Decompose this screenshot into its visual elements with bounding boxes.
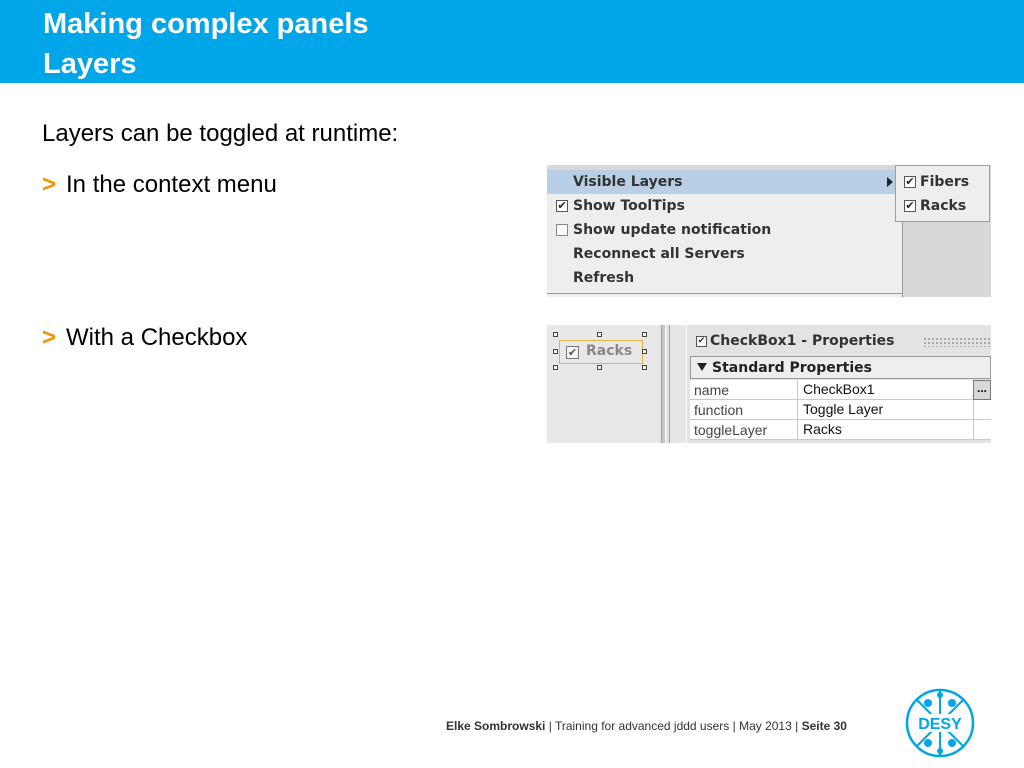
resize-handle[interactable] bbox=[642, 365, 647, 370]
table-row bbox=[690, 420, 991, 440]
editor-canvas bbox=[547, 325, 661, 443]
resize-handle[interactable] bbox=[553, 349, 558, 354]
menu-item-reconnect-servers[interactable]: Reconnect all Servers bbox=[573, 246, 745, 262]
context-menu-screenshot bbox=[547, 165, 991, 297]
cell-border bbox=[973, 400, 991, 420]
standard-properties-section[interactable]: Standard Properties bbox=[690, 356, 991, 379]
checkbox-unchecked-icon bbox=[556, 224, 568, 236]
racks-checkbox-widget[interactable]: ✔ Racks bbox=[559, 340, 643, 364]
menu-item-show-tooltips[interactable]: ✔ Show ToolTips bbox=[557, 198, 685, 214]
footer-date: May 2013 bbox=[739, 719, 792, 733]
checkbox-checked-icon: ✔ bbox=[697, 336, 706, 346]
bullet-context-menu bbox=[42, 171, 277, 199]
property-name: toggleLayer bbox=[690, 420, 798, 440]
menu-item-visible-layers[interactable]: Visible Layers bbox=[547, 170, 899, 194]
bullet-arrow-icon: > bbox=[42, 171, 57, 198]
property-name: name bbox=[690, 380, 798, 400]
resize-handle[interactable] bbox=[597, 332, 602, 337]
drag-grip-icon[interactable] bbox=[923, 337, 991, 347]
properties-title-bar: ✔ CheckBox1 - Properties bbox=[690, 330, 991, 354]
scrollbar[interactable] bbox=[669, 325, 687, 443]
ellipsis-button[interactable]: ... bbox=[973, 380, 991, 400]
table-row bbox=[690, 380, 991, 400]
bullet-text: With a Checkbox bbox=[66, 324, 248, 351]
menu-divider bbox=[547, 293, 903, 294]
checkbox-properties-screenshot bbox=[547, 325, 991, 443]
property-value[interactable]: Racks bbox=[803, 421, 842, 437]
property-name: function bbox=[690, 400, 798, 420]
property-value[interactable]: CheckBox1 bbox=[803, 381, 875, 397]
splitter[interactable] bbox=[661, 325, 666, 443]
checkbox-checked-icon: ✔ bbox=[905, 199, 915, 212]
submenu-item-racks[interactable]: ✔ Racks bbox=[905, 198, 967, 214]
slide-header bbox=[0, 0, 1024, 83]
footer-author: Elke Sombrowski bbox=[446, 719, 546, 733]
footer-separator: | bbox=[791, 719, 802, 733]
checkbox-checked-icon: ✔ bbox=[905, 175, 915, 188]
property-value[interactable]: Toggle Layer bbox=[803, 401, 884, 417]
resize-handle[interactable] bbox=[642, 332, 647, 337]
desy-logo bbox=[904, 687, 976, 759]
menu-item-refresh[interactable]: Refresh bbox=[573, 270, 635, 286]
visible-layers-submenu bbox=[895, 165, 990, 222]
slide-subtitle: Layers bbox=[43, 48, 137, 80]
checkbox-checked-icon: ✔ bbox=[567, 346, 578, 359]
footer-separator: | bbox=[729, 719, 740, 733]
bullet-checkbox bbox=[42, 324, 247, 352]
bullet-arrow-icon: > bbox=[42, 324, 57, 351]
resize-handle[interactable] bbox=[553, 365, 558, 370]
bullet-text: In the context menu bbox=[66, 171, 277, 198]
footer-page: Seite 30 bbox=[801, 719, 847, 733]
checkbox-checked-icon: ✔ bbox=[557, 199, 567, 212]
resize-handle[interactable] bbox=[642, 349, 647, 354]
resize-handle[interactable] bbox=[597, 365, 602, 370]
logo-text: DESY bbox=[918, 716, 962, 733]
submenu-item-fibers[interactable]: ✔ Fibers bbox=[905, 174, 970, 190]
resize-handle[interactable] bbox=[553, 332, 558, 337]
properties-table bbox=[690, 380, 991, 440]
footer-separator: | bbox=[545, 719, 555, 733]
collapse-triangle-icon bbox=[697, 363, 707, 371]
context-menu bbox=[547, 170, 903, 297]
menu-item-show-update-notification[interactable]: Show update notification bbox=[547, 218, 899, 242]
table-row bbox=[690, 400, 991, 420]
cell-border bbox=[973, 420, 991, 440]
submenu-arrow-icon bbox=[887, 177, 893, 187]
footer-course: Training for advanced jddd users bbox=[554, 719, 730, 733]
slide-footer bbox=[446, 719, 847, 733]
slide-title: Making complex panels bbox=[43, 8, 369, 40]
intro-text: Layers can be toggled at runtime: bbox=[42, 120, 399, 147]
